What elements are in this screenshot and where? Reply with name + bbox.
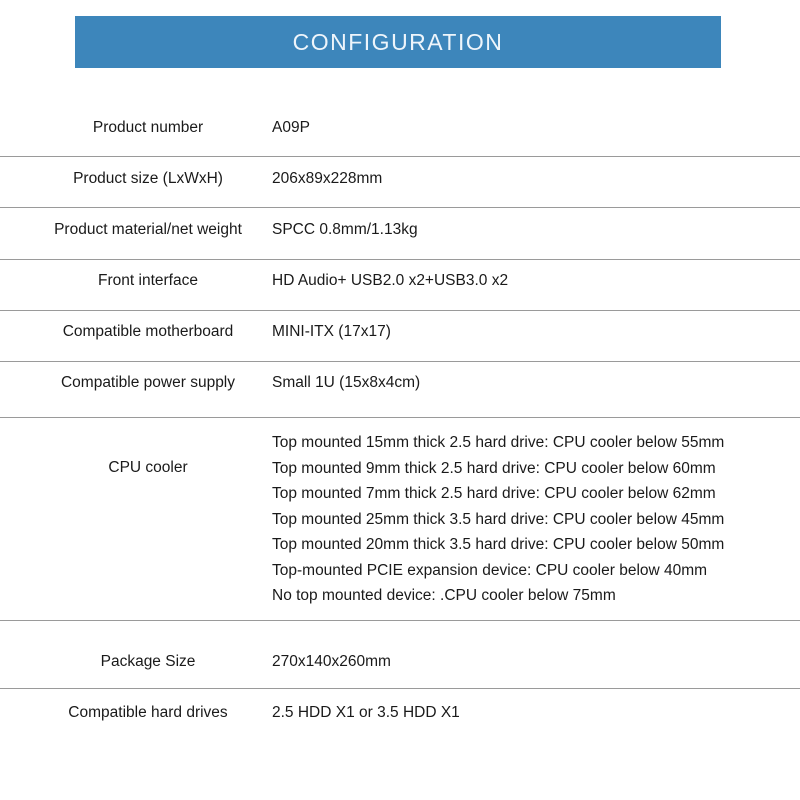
cpu-cooler-value: Top-mounted PCIE expansion device: CPU cooler below 40mm: [272, 561, 708, 579]
spec-label: Compatible hard drives: [68, 704, 228, 721]
cpu-cooler-value: Top mounted 15mm thick 2.5 hard drive: CPU cooler below 55mm: [272, 434, 725, 451]
spec-label: CPU cooler: [108, 459, 188, 476]
spec-value: SPCC 0.8mm/1.13kg: [272, 221, 418, 238]
cpu-cooler-value: Top mounted 7mm thick 2.5 hard drive: CPU cooler below 62mm: [272, 485, 716, 502]
spec-label: Front interface: [98, 272, 198, 289]
spec-label: Product material/net weight: [54, 221, 242, 238]
spec-value: A09P: [272, 119, 310, 136]
cpu-cooler-value: No top mounted device: .CPU cooler below 75mm: [272, 587, 616, 604]
spec-value: 270x140x260mm: [272, 653, 391, 670]
row-divider: [0, 417, 800, 418]
spec-value: HD Audio+ USB2.0 x2+USB3.0 x2: [272, 272, 509, 289]
cpu-cooler-value: Top mounted 20mm thick 3.5 hard drive: CPU cooler below 50mm: [272, 536, 725, 553]
row-divider: [0, 207, 800, 208]
page-title: CONFIGURATION: [292, 28, 504, 55]
spec-label: Product number: [92, 119, 204, 136]
row-divider: [0, 310, 800, 311]
spec-label: Compatible motherboard: [62, 323, 234, 340]
cpu-cooler-value: Top mounted 25mm thick 3.5 hard drive: CPU cooler below 45mm: [272, 510, 725, 528]
row-divider: [0, 620, 800, 621]
spec-label: Product size (LxWxH): [73, 170, 223, 187]
row-divider: [0, 156, 800, 157]
spec-value: 206x89x228mm: [272, 170, 383, 187]
spec-value: 2.5 HDD X1 or 3.5 HDD X1: [272, 704, 460, 721]
row-divider: [0, 259, 800, 260]
spec-value: Small 1U (15x8x4cm): [272, 374, 421, 391]
spec-value: MINI-ITX (17x17): [272, 323, 391, 340]
cpu-cooler-value: Top mounted 9mm thick 2.5 hard drive: CPU cooler below 60mm: [272, 459, 716, 477]
row-divider: [0, 361, 800, 362]
spec-label: Compatible power supply: [60, 374, 236, 391]
row-divider: [0, 688, 800, 689]
cpu-cooler-values: [272, 430, 724, 609]
spec-label: Package Size: [100, 653, 196, 670]
